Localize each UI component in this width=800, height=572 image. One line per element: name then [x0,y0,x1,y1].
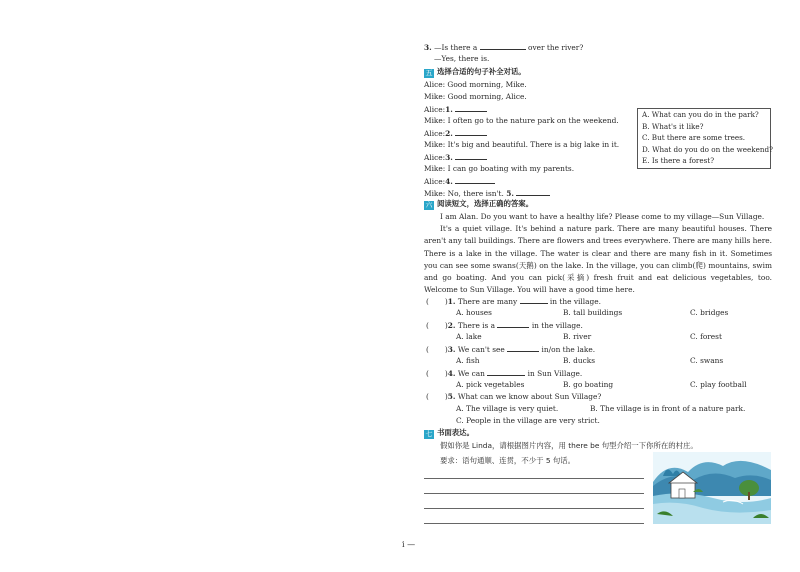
choice-c[interactable]: C. People in the village are very strict. [456,416,600,425]
choice-a[interactable]: A. houses [456,308,492,317]
answer-blank[interactable] [455,128,487,136]
answer-blank[interactable] [497,320,529,328]
choice-a[interactable]: A. lake [456,332,482,341]
choice-b[interactable]: B. tall buildings [563,308,623,317]
answer-blank[interactable] [455,176,495,184]
answer-blank[interactable] [507,344,539,352]
answer-blank[interactable] [480,42,526,50]
answer-blank[interactable] [520,296,548,304]
village-illustration [653,452,771,524]
dialogue-line: Mike: No, there isn't. 5. [424,188,550,199]
choice-b[interactable]: B. go boating [563,380,614,389]
writing-requirement: 要求：语句通顺、连贯，不少于 5 句话。 [440,456,576,465]
dialogue-line: Alice:3. [424,152,487,163]
answer-blank[interactable] [455,104,487,112]
choice-b[interactable]: B. river [563,332,592,341]
option-d: D. What do you do on the weekend? [642,144,773,154]
worksheet-page: 3. —Is there a over the river? —Yes, there is. 五 选择合适的句子补全对话。 Alice: Good morning, Mike. Mike: Good morning, Alice. Alice:1. Mike: I often go to the nature park on the weekend. Alice:2. Mike: It's big and beautiful. There is a big lake in it. Alice:3. Mike: I can go boating with my parents. Alice:4. Mike: No, there isn't. 5. A. What can you do in the park? B. What's it like? C. But there are some trees. D. What do you do on the weekend? E. Is there a forest? 六 阅读短文，选择正确的答案。 I am Alan. Do you want to have a healthy life? Please come to my village—Sun Village. It's a quiet village. It's behind a nature park. There are many beautiful houses. There aren't any tall buildings. There are flowers and trees everywhere. There are many hills here. There is a lake in the village. The water is clear and there are many fish in it. Sometimes you can see some swans(天鹅) on the lake. In the village, you can climb(爬) mountains, swim and go boating. And you can pick(采摘) fresh fruit and eat delicious vegetables, too. Welcome to Sun Village. You will have a good time here. ( )1. There are many in the village. A. houses B. tall buildings C. bridges ( )2. There is a in the village. A. lake B. river C. forest ( )3. We can't see in/on the lake. A. fish B. ducks C. swans ( )4. We can in Sun Village. A. pick vegetables B. go boating C. play football ( )5. What can we know about Sun Village? A. The village is very quiet. B. The village is in front of a nature park. C. People in the village are very strict. 七 书面表达。 假如你是 Linda，请根据图片内容，用 there be 句型介绍一下你所在的村庄。 要求：语句通顺、连贯，不少于 5 句话。 i — [402,43,773,549]
choice-c[interactable]: C. forest [690,332,722,341]
page-number: i — [402,540,416,549]
choice-c[interactable]: C. bridges [690,308,729,317]
choice-c[interactable]: C. swans [690,356,724,365]
dialogue-line: Alice:4. [424,176,495,187]
dialogue-line: Mike: Good morning, Alice. [424,92,527,101]
writing-prompt: 假如你是 Linda，请根据图片内容，用 there be 句型介绍一下你所在的村庄。 [440,441,698,450]
section-badge: 五 [425,69,433,77]
option-b: B. What's it like? [642,121,704,131]
section-7-heading [424,428,474,439]
options-box [637,108,771,169]
dialogue-line: Alice:1. [424,104,487,115]
section-badge: 六 [425,201,433,209]
question-3-answer: —Yes, there is. [434,54,490,63]
option-c: C. But there are some trees. [642,133,746,142]
passage-paragraph: I am Alan. Do you want to have a healthy life? Please come to my village—Sun Village. [440,212,765,221]
option-a: A. What can you do in the park? [642,110,759,119]
reading-passage [424,211,772,296]
dialogue-line: Mike: It's big and beautiful. There is a big lake in it. [424,140,620,149]
writing-line[interactable] [424,493,644,494]
dialogue-line: Mike: I can go boating with my parents. [424,164,575,173]
section-badge: 七 [425,430,433,438]
answer-blank[interactable] [455,152,487,160]
section-5-heading [424,67,526,78]
section-6-heading [424,199,533,210]
option-e: E. Is there a forest? [642,156,715,165]
section-title: 选择合适的句子补全对话。 [437,67,526,76]
writing-line[interactable] [424,523,644,524]
choice-a[interactable]: A. pick vegetables [456,380,525,389]
section-title: 阅读短文，选择正确的答案。 [437,199,534,208]
question-3-top: 3. —Is there a over the river? [424,43,584,52]
writing-line[interactable] [424,508,644,509]
section-title: 书面表达。 [437,428,474,437]
dialogue-line: Mike: I often go to the nature park on the weekend. [424,116,619,125]
answer-blank[interactable] [516,188,550,196]
dialogue-line: Alice: Good morning, Mike. [424,80,527,89]
choice-b[interactable]: B. The village is in front of a nature park. [590,404,746,413]
choice-b[interactable]: B. ducks [563,356,596,365]
answer-blank[interactable] [487,368,525,376]
choice-c[interactable]: C. play football [690,380,747,389]
writing-line[interactable] [424,478,644,479]
passage-paragraph: It's a quiet village. It's behind a nature park. There are many beautiful houses. There aren't any tall buildings. There are flowers and trees everywhere. There are many hills here. There is a lake in the village. The water is clear and there are many fish in it. Sometimes you can see some swans(天鹅) on the lake. In the village, you can climb(爬) mountains, swim and go boating. And you can pick(采摘) fresh fruit and eat delicious vegetables, too. Welcome to Sun Village. You will have a good time here. [424,224,772,295]
choice-a[interactable]: A. The village is very quiet. [456,404,559,413]
dialogue-line: Alice:2. [424,128,487,139]
choice-a[interactable]: A. fish [456,356,480,365]
